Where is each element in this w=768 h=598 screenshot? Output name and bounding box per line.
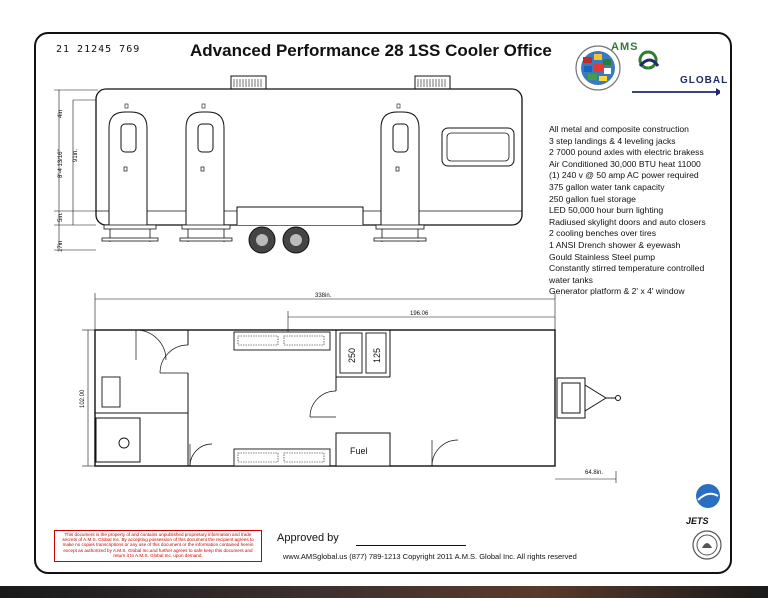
spec-item: All metal and composite construction [549,124,689,134]
door [109,112,147,225]
spec-item: 2 7000 pound axles with electric brakess [549,147,704,158]
spec-item: 250 gallon fuel storage [549,193,636,204]
brand-name-bottom: GLOBAL [680,75,729,86]
spec-item: 2 cooling benches over tires [549,228,657,239]
side-elevation-drawing [40,70,540,270]
spec-item: 3 step landings & 4 leveling jacks [549,135,676,146]
spec-item: 375 gallon water tank capacity [549,181,665,192]
jets-logo [694,482,724,514]
footer-contact: www.AMSglobal.us (877) 789-1213 Copyright 2011 A.M.S. Global Inc. All rights reserved [283,552,577,561]
page-title: Advanced Performance 28 1SS Cooler Office [190,41,552,60]
step-landing [180,225,232,242]
approved-by-label: Approved by [277,532,339,544]
document-number: 21 21245 769 [56,44,141,55]
dim-roof: 4in [58,109,64,118]
brand-name-top: AMS [611,41,639,53]
drench-shower [96,418,140,462]
dim-overall: 338in. [315,293,332,299]
spec-item: Constantly stirred temperature controlled [549,263,705,274]
door [381,112,419,225]
jets-label: JETS [686,516,709,526]
floor-plan-drawing [40,285,630,525]
legal-notice: This document is the property of and contains unpublished proprietary information and trade secrets of A.M.S. Global Inc. By accepting possession of this document the recipient agrees to make no copies transcriptions or any use of this document or the information contained herein except as authorized by A.M.S. Global Inc.and further agrees to safe keep this document and return it to A.M.S. Global Inc. upon demand. [54,530,262,562]
spec-item: water tanks [549,274,593,285]
dim-ground: 17in [58,240,64,252]
spec-item: (1) 240 v @ 50 amp AC power required [549,170,699,181]
dim-body: 91in. [73,148,79,162]
dim-middle: 196.06 [410,311,429,317]
cooling-bench [234,332,330,350]
step-landing [102,225,158,242]
spec-item: LED 50,000 hour burn lighting [549,205,664,216]
trailer-hitch [557,378,621,418]
tank-label-125: 125 [372,347,382,363]
spec-item: 1 ANSI Drench shower & eyewash [549,239,681,250]
spec-item: Gould Stainless Steel pump [549,251,656,262]
tank-label-250: 250 [347,347,357,363]
step-landing [374,225,426,242]
cooling-bench [234,449,330,466]
spec-item: Air Conditioned 30,000 BTU heat 11000 [549,158,701,169]
dim-floor: 5in. [58,212,64,222]
signature-line [356,545,466,546]
dim-width: 102.00 [80,389,86,408]
green-building-seal [692,530,724,562]
door [186,112,224,225]
spec-list [549,124,719,298]
spec-item: Radiused skylight doors and auto closers [549,216,706,227]
dim-hitch: 64.8in. [585,470,604,476]
wheel [283,227,309,253]
spec-item: Generator platform & 2' x 4' window [549,286,685,297]
wheel [249,227,275,253]
fuel-label: Fuel [350,446,368,456]
eyewash-station [102,377,120,407]
dim-height: 8'-4 13/16" [58,149,64,178]
background-strip [0,586,768,598]
ams-global-logo [570,40,720,100]
